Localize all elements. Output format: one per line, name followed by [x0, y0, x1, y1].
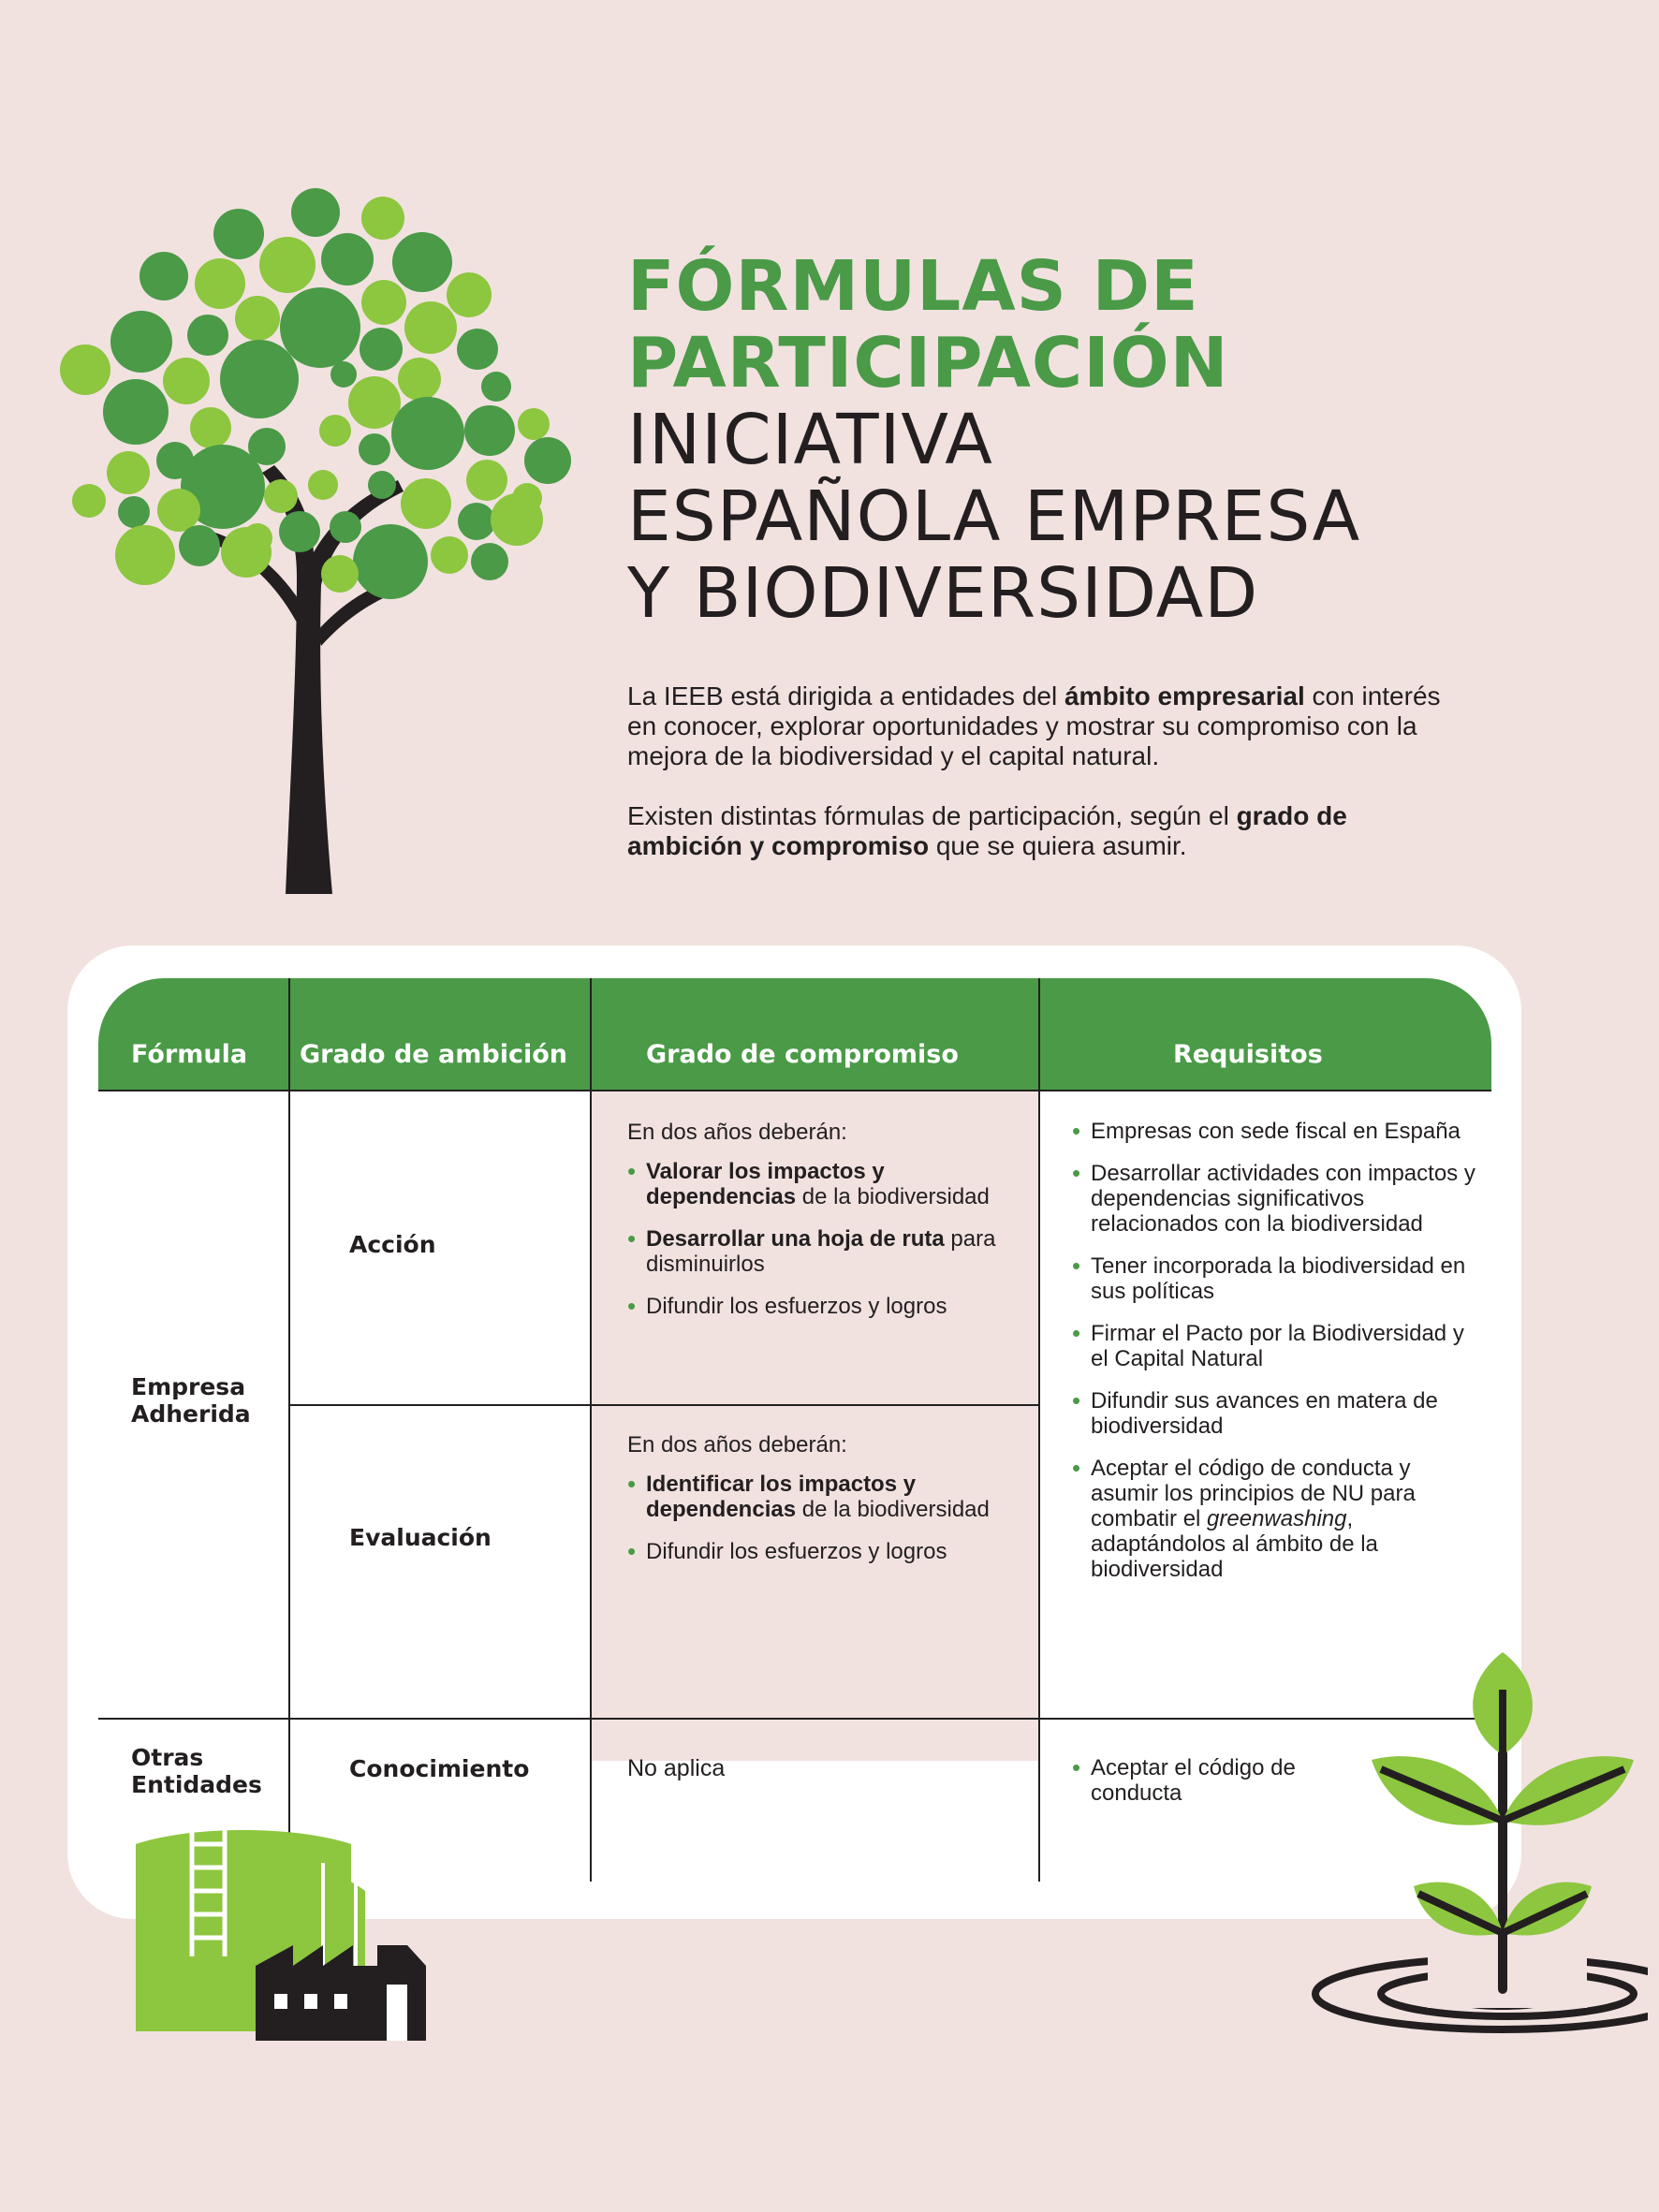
- header-formula: Fórmula: [131, 1040, 248, 1069]
- list-item: • Desarrollar actividades con impactos y dependencias significativos relacionados con la biodiversidad: [1072, 1161, 1484, 1237]
- requisitos-list: [1072, 1119, 1484, 1599]
- factory-icon: [136, 1825, 435, 2041]
- title-line-2: PARTICIPACIÓN: [627, 323, 1229, 403]
- title-line-3: INICIATIVA: [627, 400, 993, 480]
- intro-text: [627, 681, 1451, 891]
- divider: [98, 1090, 1491, 1091]
- list-item: • Desarrollar una hoja de ruta para disminuirlos: [627, 1226, 1020, 1277]
- list-item: • Empresas con sede fiscal en España: [1072, 1119, 1484, 1144]
- title-line-4: ESPAÑOLA EMPRESA: [627, 476, 1361, 557]
- header-ambicion: Grado de ambición: [300, 1040, 567, 1069]
- compromiso-no-aplica: No aplica: [627, 1755, 726, 1781]
- table-header: [98, 978, 1491, 1091]
- divider: [98, 1718, 1491, 1720]
- sprout-icon: [1297, 1633, 1648, 2045]
- ambicion-accion: Acción: [349, 1231, 436, 1258]
- page-title: [627, 248, 1620, 632]
- list-item: • Tener incorporada la biodiversidad en sus políticas: [1072, 1253, 1484, 1304]
- divider: [590, 978, 592, 1882]
- list-item: • Difundir los esfuerzos y logros: [627, 1539, 1020, 1564]
- list-item: • Difundir los esfuerzos y logros: [627, 1294, 1020, 1319]
- compromiso-accion-lead: En dos años deberán:: [627, 1120, 847, 1145]
- list-item: • Valorar los impactos y dependencias de la biodiversidad: [627, 1159, 1020, 1209]
- formula-otras-entidades: Otras Entidades: [131, 1744, 262, 1798]
- compromiso-evaluacion-lead: En dos años deberán:: [627, 1432, 847, 1458]
- compromiso-accion: [627, 1119, 1020, 1336]
- header-requisitos: Requisitos: [1173, 1040, 1323, 1069]
- intro-paragraph-1: La IEEB está dirigida a entidades del ámbito empresarial con interés en conocer, explorar oportunidades y mostrar su compromiso con la mejora de la biodiversidad y el capital natural.: [627, 681, 1441, 770]
- divider: [288, 1404, 1039, 1406]
- compromiso-evaluacion: [627, 1431, 1020, 1581]
- divider: [288, 978, 290, 1882]
- list-item: • Identificar los impactos y dependencias de la biodiversidad: [627, 1472, 1020, 1522]
- ambicion-conocimiento: Conocimiento: [349, 1755, 530, 1782]
- ambicion-evaluacion: Evaluación: [349, 1524, 492, 1551]
- intro-paragraph-2: Existen distintas fórmulas de participación, según el grado de ambición y compromiso que se quiera asumir.: [627, 801, 1347, 860]
- list-item: • Aceptar el código de conducta: [1072, 1755, 1353, 1806]
- divider: [1038, 978, 1040, 1882]
- list-item: • Aceptar el código de conducta y asumir los principios de NU para combatir el greenwashing, adaptándolos al ámbito de la biodiversidad: [1072, 1456, 1484, 1582]
- title-line-1: FÓRMULAS DE: [627, 246, 1199, 327]
- formula-empresa-adherida: Empresa Adherida: [131, 1373, 251, 1428]
- title-line-5: Y BIODIVERSIDAD: [627, 553, 1259, 634]
- list-item: • Firmar el Pacto por la Biodiversidad y el Capital Natural: [1072, 1321, 1484, 1371]
- participation-table: [98, 978, 1491, 1882]
- header-compromiso: Grado de compromiso: [646, 1040, 959, 1069]
- list-item: • Difundir sus avances en matera de biodiversidad: [1072, 1388, 1484, 1439]
- tree-illustration: [51, 183, 585, 894]
